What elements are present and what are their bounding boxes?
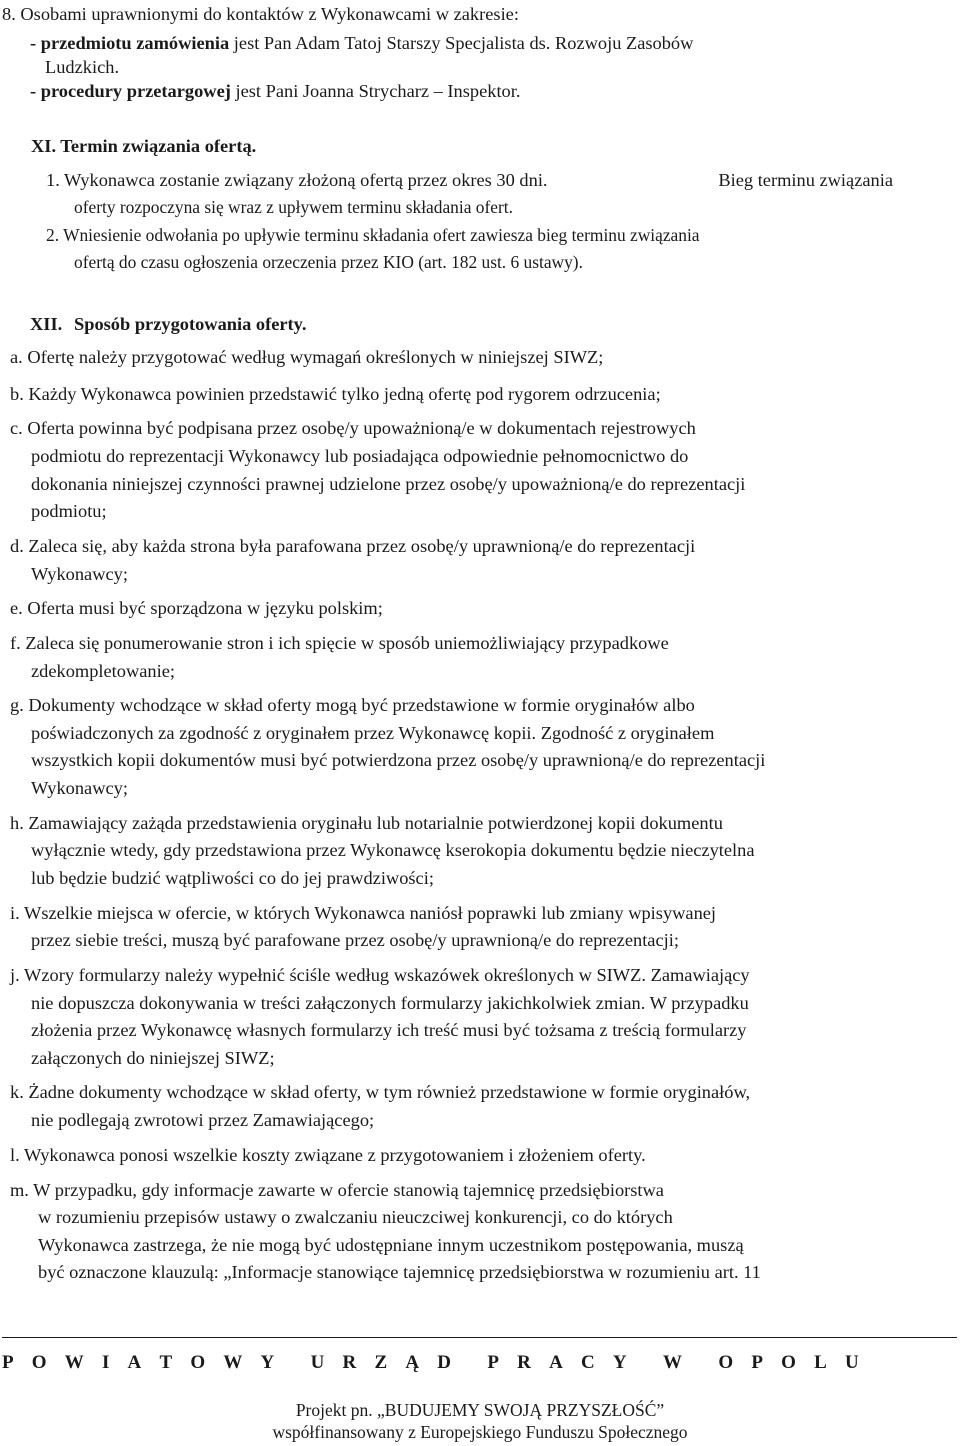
xi-point-2-line-2: ofertą do czasu ogłoszenia orzeczenia przez KIO (art. 182 ust. 6 ustawy). xyxy=(74,252,583,272)
xii-item-k-line-2: nie podlegają zwrotowi przez Zamawiającego; xyxy=(31,1110,375,1130)
office-letter: Y xyxy=(612,1352,627,1373)
xii-item-h-line-1: h. Zamawiający zażąda przedstawienia oryginału lub notarialnie potwierdzonej kopii dokumentu xyxy=(10,813,723,833)
xi-point-1-line-2: oferty rozpoczyna się wraz z upływem terminu składania ofert. xyxy=(74,197,513,217)
xii-item-m-line-3: Wykonawca zastrzega, że nie mogą być udostępniane innym uczestnikom postępowania, muszą xyxy=(38,1235,744,1255)
xii-item-b: b. Każdy Wykonawca powinien przedstawić tylko jedną ofertę pod rygorem odrzucenia; xyxy=(10,384,661,404)
office-letter: O xyxy=(781,1352,796,1373)
contact-subject-text: jest Pan Adam Tatoj Starszy Specjalista ds. Rozwoju Zasobów xyxy=(229,33,694,53)
xii-item-a: a. Ofertę należy przygotować według wymagań określonych w niniejszej SIWZ; xyxy=(10,347,604,367)
office-letter: L xyxy=(814,1352,827,1373)
xii-item-e: e. Oferta musi być sporządzona w języku polskim; xyxy=(10,598,383,618)
office-letter: O xyxy=(31,1352,47,1373)
xi-point-1-line-1 xyxy=(46,168,893,192)
section-xii-title: Sposób przygotowania oferty. xyxy=(74,314,307,334)
section-xi-heading: XI. Termin związania ofertą. xyxy=(31,136,257,156)
xi-point-2-line-1: 2. Wniesienie odwołania po upływie terminu składania ofert zawiesza bieg terminu związania xyxy=(46,225,700,245)
xii-item-k-line-1: k. Żadne dokumenty wchodzące w skład oferty, w tym również przedstawione w formie oryginałów, xyxy=(10,1082,751,1102)
xii-item-l: l. Wykonawca ponosi wszelkie koszty związane z przygotowaniem i złożeniem oferty. xyxy=(10,1145,646,1165)
xii-item-g-line-3: wszystkich kopii dokumentów musi być potwierdzona przez osobę/y uprawnioną/e do reprezentacji xyxy=(31,750,766,770)
xii-item-c-line-1: c. Oferta powinna być podpisana przez osobę/y upoważnioną/e w dokumentach rejestrowych xyxy=(10,418,696,438)
office-letter: A xyxy=(127,1352,142,1373)
office-letter: R xyxy=(517,1352,531,1373)
office-letter: P xyxy=(2,1352,14,1373)
footer-divider xyxy=(2,1337,957,1338)
office-letter: W xyxy=(64,1352,84,1373)
contact-procedure-text: jest Pani Joanna Strycharz – Inspektor. xyxy=(230,81,521,101)
office-letter: O xyxy=(190,1352,206,1373)
xii-item-i-line-1: i. Wszelkie miejsca w ofercie, w których Wykonawca naniósł poprawki lub zmiany wpisywanej xyxy=(10,903,717,923)
office-letter: A xyxy=(549,1352,563,1373)
office-letter: P xyxy=(751,1352,763,1373)
xii-item-c-line-4: podmiotu; xyxy=(31,501,107,521)
office-letter: D xyxy=(437,1352,451,1373)
office-name xyxy=(2,1351,859,1375)
xii-item-f-line-1: f. Zaleca się ponumerowanie stron i ich spięcie w sposób uniemożliwiający przypadkowe xyxy=(10,633,669,653)
office-letter: U xyxy=(310,1352,325,1373)
contact-subject xyxy=(30,31,693,55)
office-letter: P xyxy=(487,1352,499,1373)
xii-item-m-line-2: w rozumieniu przepisów ustawy o zwalczaniu nieuczciwej konkurencji, co do których xyxy=(38,1207,673,1227)
contact-procedure-label: - procedury przetargowej xyxy=(30,81,231,101)
office-letter: O xyxy=(718,1352,734,1373)
contact-subject-cont: Ludzkich. xyxy=(45,57,120,77)
xii-item-i-line-2: przez siebie treści, muszą być parafowane przez osobę/y uprawnioną/e do reprezentacji; xyxy=(31,930,679,950)
xii-item-c-line-2: podmiotu do reprezentacji Wykonawcy lub posiadająca odpowiednie pełnomocnictwo do xyxy=(31,446,689,466)
section-8-heading: 8. Osobami uprawnionymi do kontaktów z Wykonawcami w zakresie: xyxy=(2,4,519,24)
xii-item-c-line-3: dokonania niniejszej czynności prawnej udzielone przez osobę/y upoważnioną/e do reprezentacji xyxy=(31,474,746,494)
xii-item-j-line-2: nie dopuszcza dokonywania w treści załączonych formularzy jakichkolwiek zmian. W przypadku xyxy=(31,993,749,1013)
office-letter: Z xyxy=(374,1352,388,1373)
footer-project: Projekt pn. „BUDUJEMY SWOJĄ PRZYSZŁOŚĆ” xyxy=(295,1400,665,1420)
xii-item-j-line-4: załączonych do niniejszej SIWZ; xyxy=(31,1048,275,1068)
office-letter: R xyxy=(342,1352,357,1373)
xii-item-j-line-3: złożenia przez Wykonawcę własnych formularzy ich treść musi być tożsama z treścią formularzy xyxy=(31,1020,747,1040)
xi-p1-text-a: 1. Wykonawca zostanie związany złożoną ofertą przez okres 30 dni. xyxy=(46,170,548,190)
xii-item-j-line-1: j. Wzory formularzy należy wypełnić ściśle według wskazówek określonych w SIWZ. Zamawiający xyxy=(10,965,750,985)
xii-item-h-line-2: wyłącznie wtedy, gdy przedstawiona przez Wykonawcę kserokopia dokumentu będzie nieczytelna xyxy=(31,840,755,860)
xii-item-g-line-2: poświadczonych za zgodność z oryginałem przez Wykonawcę kopii. Zgodność z oryginałem xyxy=(31,723,715,743)
xii-item-g-line-1: g. Dokumenty wchodzące w skład oferty mogą być przedstawione w formie oryginałów albo xyxy=(10,695,695,715)
office-letter: W xyxy=(223,1352,243,1373)
section-xii-number: XII. xyxy=(30,314,63,334)
xii-item-m-line-4: być oznaczone klauzulą: „Informacje stanowiące tajemnicę przedsiębiorstwa w rozumieniu art. 11 xyxy=(38,1262,761,1282)
office-letter: I xyxy=(101,1352,110,1373)
xi-p1-text-b: Bieg terminu związania xyxy=(718,170,893,190)
xii-item-m-line-1: m. W przypadku, gdy informacje zawarte w ofercie stanowią tajemnicę przedsiębiorstwa xyxy=(10,1180,664,1200)
xii-item-d-line-2: Wykonawcy; xyxy=(31,564,128,584)
office-letter: T xyxy=(159,1352,173,1373)
office-letter: U xyxy=(845,1352,859,1373)
contact-procedure xyxy=(30,79,520,103)
xii-item-g-line-4: Wykonawcy; xyxy=(31,778,128,798)
office-letter: W xyxy=(663,1352,683,1373)
contact-subject-label: - przedmiotu zamówienia xyxy=(30,33,230,53)
office-letter: Ą xyxy=(405,1352,420,1373)
footer-funding: współfinansowany z Europejskiego Funduszu Społecznego xyxy=(272,1422,688,1442)
office-letter: Y xyxy=(260,1352,275,1373)
office-letter: C xyxy=(581,1352,595,1373)
xii-item-f-line-2: zdekompletowanie; xyxy=(31,661,176,681)
xii-item-h-line-3: lub będzie budzić wątpliwości co do jej prawdziwości; xyxy=(31,868,434,888)
xii-item-d-line-1: d. Zaleca się, aby każda strona była parafowana przez osobę/y uprawnioną/e do reprezentacji xyxy=(10,536,696,556)
